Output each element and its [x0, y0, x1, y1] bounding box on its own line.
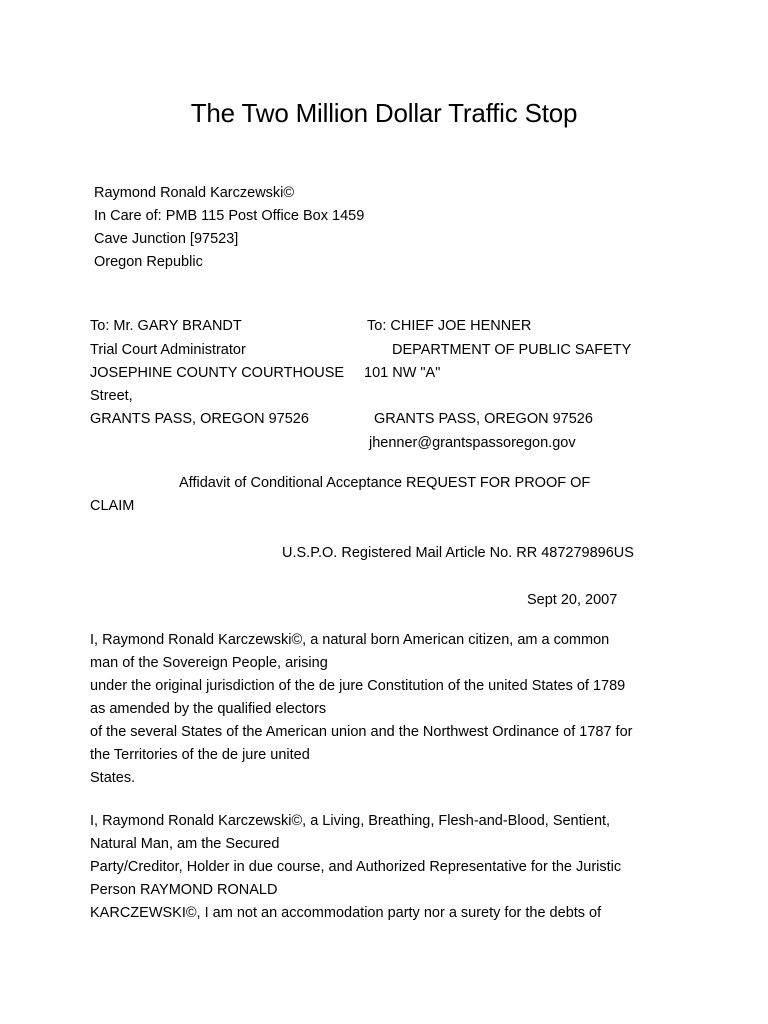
document-title: The Two Million Dollar Traffic Stop [190, 98, 578, 128]
recipient-left-city: GRANTS PASS, OREGON 97526 [90, 411, 309, 427]
affidavit-heading-line1: Affidavit of Conditional Acceptance REQUEST FOR PROOF OF [179, 475, 591, 491]
recipient-left-role: Trial Court Administrator [90, 342, 246, 358]
mail-reference: U.S.P.O. Registered Mail Article No. RR 487279896US [282, 545, 634, 561]
recipient-right-street: 101 NW "A" [364, 365, 441, 381]
recipient-right-email: jhenner@grantspassoregon.gov [369, 435, 576, 451]
document-date: Sept 20, 2007 [527, 592, 618, 608]
paragraph2-line: Person RAYMOND RONALD [90, 882, 278, 898]
paragraph2-line: I, Raymond Ronald Karczewski©, a Living, Breathing, Flesh-and-Blood, Sentient, [90, 813, 611, 829]
recipient-right-city: GRANTS PASS, OREGON 97526 [374, 411, 593, 427]
recipient-left-to: To: Mr. GARY BRANDT [90, 318, 242, 334]
paragraph1-line: States. [90, 770, 136, 786]
paragraph1-line: of the several States of the American union and the Northwest Ordinance of 1787 for [90, 724, 633, 740]
sender-care-of: In Care of: PMB 115 Post Office Box 1459 [94, 208, 365, 224]
paragraph1-line: the Territories of the de jure united [90, 747, 310, 763]
recipient-right-to: To: CHIEF JOE HENNER [367, 318, 532, 334]
paragraph2-line: Natural Man, am the Secured [90, 836, 280, 852]
recipient-left-street-cont: Street, [90, 388, 133, 404]
paragraph1-line: I, Raymond Ronald Karczewski©, a natural born American citizen, am a common [90, 632, 610, 648]
paragraph2-line: Party/Creditor, Holder in due course, and Authorized Representative for the Juristic [90, 859, 622, 875]
sender-name: Raymond Ronald Karczewski© [94, 185, 295, 201]
sender-city: Cave Junction [97523] [94, 231, 239, 247]
sender-state: Oregon Republic [94, 254, 203, 270]
recipient-left-org: JOSEPHINE COUNTY COURTHOUSE [90, 365, 345, 381]
paragraph1-line: man of the Sovereign People, arising [90, 655, 328, 671]
paragraph1-line: under the original jurisdiction of the de jure Constitution of the united States of 1789 [90, 678, 626, 694]
recipient-right-org: DEPARTMENT OF PUBLIC SAFETY [392, 342, 632, 358]
paragraph1-line: as amended by the qualified electors [90, 701, 327, 717]
affidavit-heading-line2: CLAIM [90, 498, 135, 514]
paragraph2-line: KARCZEWSKI©, I am not an accommodation party nor a surety for the debts of [90, 905, 602, 921]
